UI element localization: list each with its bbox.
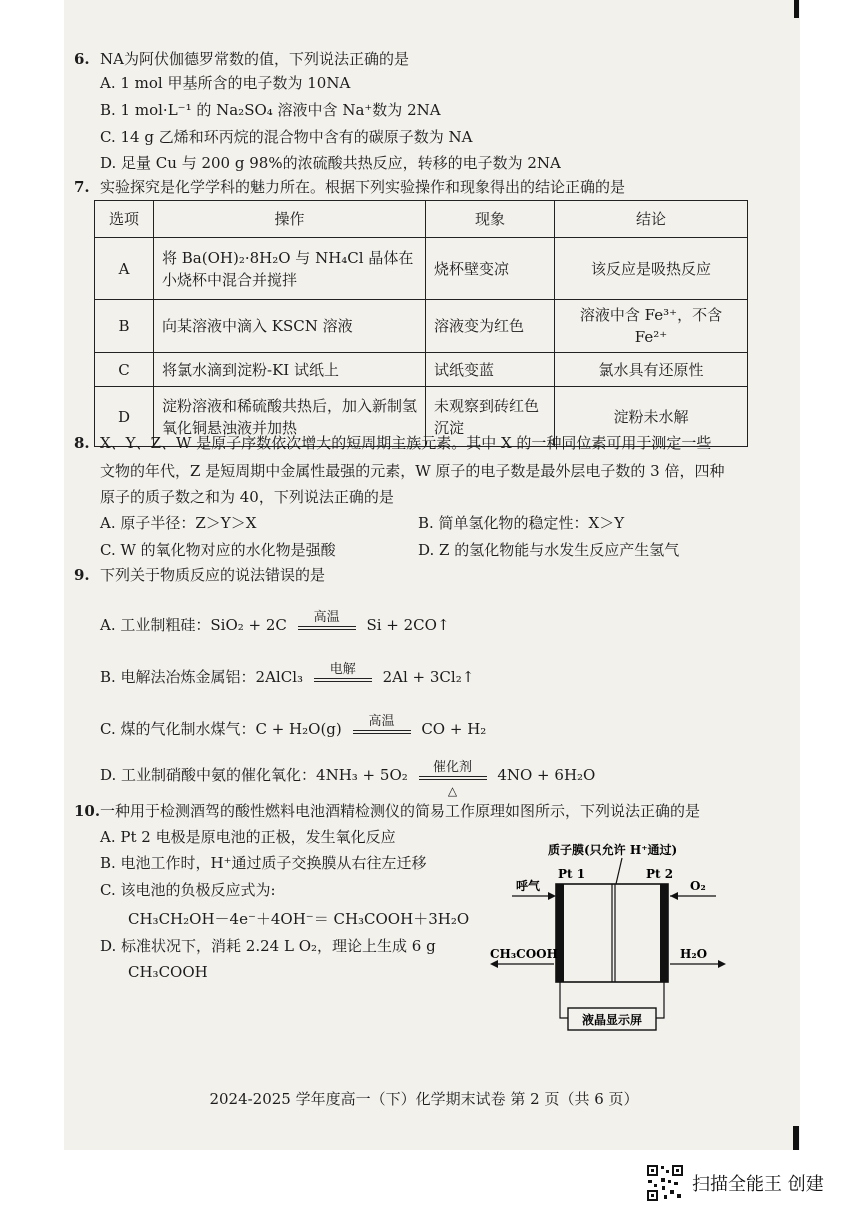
option-c — [100, 714, 487, 741]
question-stem: 一种用于检测酒驾的酸性燃料电池酒精检测仪的简易工作原理如图所示，下列说法正确的是 — [100, 802, 701, 820]
question-7 — [74, 176, 625, 198]
option-d-continued: CH₃COOH — [128, 963, 208, 981]
reaction-condition — [312, 662, 374, 689]
option-c: C. W 的氧化物对应的水化物是强酸 — [100, 541, 336, 559]
equation-right: 4NO + 6H₂O — [497, 766, 596, 784]
option-b — [100, 662, 475, 689]
wire-left — [560, 982, 568, 1018]
option-a: A. 原子半径：Z＞Y＞X — [100, 514, 257, 532]
option-c: C. 该电池的负极反应式为: — [100, 881, 276, 899]
scan-edge-bottom — [793, 1126, 799, 1150]
equation-right: Si + 2CO↑ — [366, 616, 450, 634]
table-cell: 淀粉未水解 — [555, 387, 748, 447]
question-number: 6. — [74, 50, 90, 68]
option-a: A. 1 mol 甲基所含的电子数为 10NA — [100, 74, 351, 92]
option-c: C. 14 g 乙烯和环丙烷的混合物中含有的碳原子数为 NA — [100, 128, 473, 146]
condition-label: 高温 — [368, 714, 395, 729]
table-cell: A — [95, 238, 154, 300]
question-stem: 下列关于物质反应的说法错误的是 — [100, 566, 326, 584]
table-cell: 溶液变为红色 — [426, 300, 555, 353]
question-stem: NA为阿伏伽德罗常数的值，下列说法正确的是 — [100, 50, 409, 68]
equation-left: D. 工业制硝酸中氨的催化氧化：4NH₃ + 5O₂ — [100, 766, 408, 784]
table-cell: 将 Ba(OH)₂·8H₂O 与 NH₄Cl 晶体在小烧杯中混合并搅拌 — [154, 238, 426, 300]
pt1-label: Pt 1 — [558, 867, 586, 881]
option-d: D. Z 的氢化物能与水发生反应产生氢气 — [418, 541, 680, 559]
question-8 — [74, 432, 711, 454]
acetic-acid-label: CH₃COOH — [490, 947, 558, 961]
table-header: 选项 — [95, 201, 154, 238]
option-c-equation: CH₃CH₂OH－4e⁻＋4OH⁻＝ CH₃COOH＋3H₂O — [128, 910, 470, 928]
table-cell: 该反应是吸热反应 — [555, 238, 748, 300]
condition-label: 电解 — [329, 662, 356, 677]
equation-right: 2Al + 3Cl₂↑ — [382, 668, 475, 686]
table-row — [95, 238, 748, 300]
reaction-condition — [417, 760, 489, 798]
table-cell: 淀粉溶液和稀硫酸共热后，加入新制氢氧化铜悬浊液并加热 — [154, 387, 426, 447]
pt2-electrode — [660, 884, 668, 982]
fuel-cell-diagram — [476, 842, 746, 1042]
condition-label: 高温 — [313, 610, 340, 625]
lcd-display-label: 液晶显示屏 — [581, 1013, 643, 1027]
qr-code-icon — [646, 1164, 684, 1202]
condition-label: 催化剂 — [433, 760, 473, 775]
option-a — [100, 610, 450, 637]
table-cell: 烧杯壁变凉 — [426, 238, 555, 300]
question-10 — [74, 800, 700, 822]
option-b: B. 简单氢化物的稳定性：X＞Y — [418, 514, 625, 532]
reaction-condition — [296, 610, 358, 637]
equation-left: A. 工业制粗硅：SiO₂ + 2C — [100, 616, 287, 634]
table-header: 操作 — [154, 201, 426, 238]
reaction-condition — [351, 714, 413, 741]
table-cell: 氯水具有还原性 — [555, 353, 748, 387]
question-number: 10. — [74, 802, 101, 820]
pt2-label: Pt 2 — [646, 867, 674, 881]
table-row — [95, 300, 748, 353]
equation-right: CO + H₂ — [421, 720, 487, 738]
question-stem-line-2: 文物的年代，Z 是短周期中金属性最强的元素，W 原子的电子数是最外层电子数的 3 倍，四种 — [100, 462, 725, 480]
option-b: B. 电池工作时，H⁺通过质子交换膜从右往左迁移 — [100, 854, 427, 872]
table-cell: 试纸变蓝 — [426, 353, 555, 387]
oxygen-label: O₂ — [690, 879, 706, 893]
table-cell: 未观察到砖红色沉淀 — [426, 387, 555, 447]
table-header: 结论 — [555, 201, 748, 238]
table-header-row — [95, 201, 748, 238]
option-b: B. 1 mol·L⁻¹ 的 Na₂SO₄ 溶液中含 Na⁺数为 2NA — [100, 101, 441, 119]
question-stem-line-3: 原子的质子数之和为 40，下列说法正确的是 — [100, 488, 394, 506]
membrane-leader-line — [616, 858, 622, 884]
table-row — [95, 353, 748, 387]
scanner-watermark — [646, 1164, 856, 1200]
question-stem: 实验探究是化学学科的魅力所在。根据下列实验操作和现象得出的结论正确的是 — [100, 178, 626, 196]
pt1-electrode — [556, 884, 564, 982]
table-cell: 将氯水滴到淀粉-KI 试纸上 — [154, 353, 426, 387]
question-6 — [74, 48, 409, 70]
question-9 — [74, 564, 325, 586]
condition-label-bottom: △ — [447, 784, 458, 798]
membrane-label: 质子膜(只允许 H⁺通过) — [548, 843, 678, 857]
table-cell: 向某溶液中滴入 KSCN 溶液 — [154, 300, 426, 353]
water-label: H₂O — [680, 947, 708, 961]
breath-label: 呼气 — [516, 879, 541, 893]
wire-right — [656, 982, 664, 1018]
table-header: 现象 — [426, 201, 555, 238]
question-number: 8. — [74, 434, 90, 452]
watermark-text: 扫描全能王 创建 — [692, 1174, 824, 1195]
question-number: 9. — [74, 566, 90, 584]
table-cell: C — [95, 353, 154, 387]
experiment-table — [94, 200, 748, 447]
option-d: D. 标准状况下，消耗 2.24 L O₂，理论上生成 6 g — [100, 937, 436, 955]
equation-left: B. 电解法冶炼金属铝：2AlCl₃ — [100, 668, 304, 686]
question-stem: X、Y、Z、W 是原子序数依次增大的短周期主族元素。其中 X 的一种同位素可用于测定一些 — [100, 434, 712, 452]
table-cell: D — [95, 387, 154, 447]
option-a: A. Pt 2 电极是原电池的正极，发生氧化反应 — [100, 828, 396, 846]
scan-edge-top — [794, 0, 799, 18]
option-d: D. 足量 Cu 与 200 g 98%的浓硫酸共热反应，转移的电子数为 2NA — [100, 154, 561, 172]
table-cell: B — [95, 300, 154, 353]
equation-left: C. 煤的气化制水煤气：C + H₂O(g) — [100, 720, 342, 738]
page-footer: 2024-2025 学年度高一（下）化学期末试卷 第 2 页（共 6 页） — [209, 1090, 639, 1108]
table-cell: 溶液中含 Fe³⁺，不含 Fe²⁺ — [555, 300, 748, 353]
question-number: 7. — [74, 178, 90, 196]
option-d — [100, 760, 596, 798]
